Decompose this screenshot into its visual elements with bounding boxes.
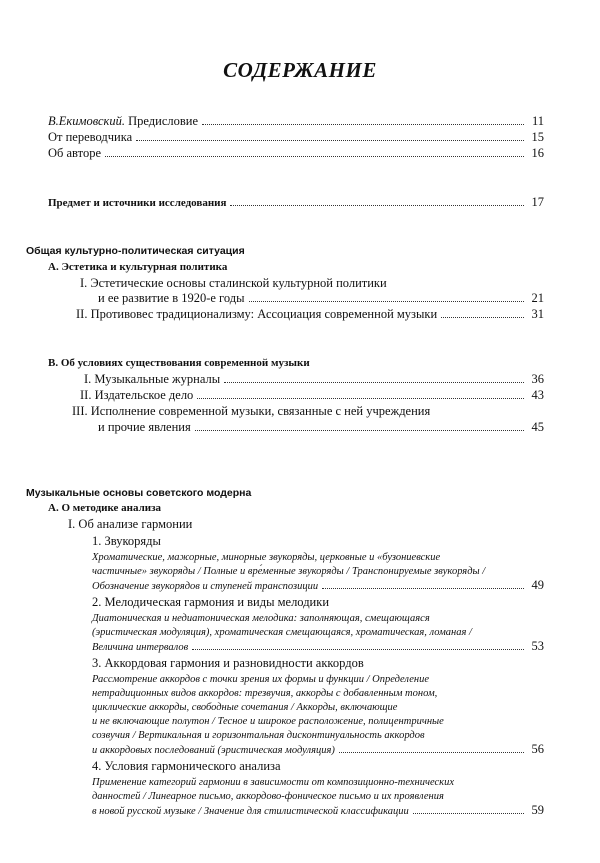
entry-description: (эристическая модуляция), хроматическая смещающаяся, хроматическая, ломаная / (92, 627, 472, 638)
part-heading: Общая культурно-политическая ситуация (26, 245, 245, 257)
page-number: 31 (531, 307, 544, 321)
toc-entry-publishing[interactable] (80, 388, 544, 403)
page-number: 16 (531, 146, 544, 160)
toc-entry-label[interactable]: 2. Мелодическая гармония и виды мелодики (92, 595, 330, 609)
entry-description: Рассмотрение аккордов с точки зрения их формы и функции / Определение (92, 674, 430, 685)
entry-description: Применение категорий гармонии в зависимости от композиционно-технических (92, 777, 454, 788)
entry-description: циклические аккорды, свободные сочетания / Аккорды, включающие (92, 702, 398, 713)
page-number: 49 (531, 578, 544, 592)
toc-entry-author[interactable] (48, 146, 544, 161)
entry-description: Обозначение звукорядов и ступеней транспозиции (92, 581, 319, 592)
leader-dots (322, 588, 524, 589)
toc-entry-melodic[interactable] (92, 639, 544, 655)
toc-entry-translator[interactable] (48, 130, 544, 145)
entry-description: Величина интервалов (92, 642, 189, 653)
toc-entry-label[interactable]: 1. Звукоряды (92, 534, 161, 548)
leader-dots (105, 156, 524, 157)
toc-entry-label: Предмет и источники исследования (48, 197, 227, 209)
subsection-heading: I. Об анализе гармонии (68, 517, 193, 531)
preface-label: Предисловие (128, 114, 199, 128)
toc-entry-performance[interactable] (98, 420, 544, 435)
toc-entry-chords[interactable] (92, 742, 544, 758)
leader-dots (195, 430, 524, 431)
toc-entry-label: II. Издательское дело (80, 388, 194, 402)
toc-entry-subject[interactable] (48, 195, 544, 211)
leader-dots (339, 752, 524, 753)
leader-dots (413, 813, 524, 814)
toc-entry-label: I. Эстетические основы сталинской культурной политики (80, 276, 387, 290)
page-number: 36 (531, 372, 544, 386)
leader-dots (136, 140, 524, 141)
page-number: 43 (531, 388, 544, 402)
toc-entry-label: Об авторе (48, 146, 101, 160)
toc-entry-label[interactable]: 3. Аккордовая гармония и разновидности аккордов (92, 656, 364, 670)
page-number: 15 (531, 130, 544, 144)
entry-description: Диатоническая и недиатоническая мелодика: заполняющая, смещающаяся (92, 613, 430, 624)
page-number: 11 (531, 114, 544, 128)
toc-entry-journals[interactable] (84, 372, 544, 387)
leader-dots (192, 649, 524, 650)
entry-description: созвучия / Вертикальная и горизонтальная дисконтинуальность аккордов (92, 730, 425, 741)
preface-author: В.Екимовский. (48, 114, 126, 128)
leader-dots (202, 124, 524, 125)
toc-entry-label: II. Противовес традиционализму: Ассоциация современной музыки (76, 307, 438, 321)
entry-description: частичные» звукоряды / Полные и вре́менные звукоряды / Транспонируемые звукоряды / (92, 566, 486, 577)
toc-entry-label: III. Исполнение современной музыки, связанные с ней учреждения (72, 404, 431, 418)
entry-description: нетрадиционных видов аккордов: трезвучия, аккорды с добавленным тоном, (92, 688, 438, 699)
section-heading: А. Эстетика и культурная политика (48, 261, 228, 273)
toc-entry-label: и ее развитие в 1920-е годы (98, 291, 245, 305)
leader-dots (230, 205, 524, 206)
page-title: СОДЕРЖАНИЕ (223, 58, 377, 82)
entry-description: Хроматические, мажорные, минорные звукоряды, церковные и «бузониевские (92, 552, 441, 563)
section-heading: А. О методике анализа (48, 502, 162, 514)
toc-entry-label: От переводчика (48, 130, 133, 144)
leader-dots (197, 398, 524, 399)
section-heading: В. Об условиях существования современной музыки (48, 357, 310, 369)
leader-dots (441, 317, 524, 318)
page-number: 21 (531, 291, 544, 305)
toc-entry-conditions[interactable] (92, 803, 544, 819)
page-number: 17 (531, 195, 544, 209)
entry-description: и не включающие полутон / Тесное и широкое расположение, полицентричные (92, 716, 444, 727)
leader-dots (249, 301, 524, 302)
toc-entry-asm[interactable] (76, 307, 544, 322)
part-heading: Музыкальные основы советского модерна (26, 487, 252, 499)
page-number: 53 (531, 639, 544, 653)
toc-entry-aesthetics[interactable] (98, 291, 544, 306)
toc-entry-label[interactable]: 4. Условия гармонического анализа (92, 759, 281, 773)
entry-description: в новой русской музыке / Значение для стилистической классификации (92, 806, 409, 817)
entry-description: и аккордовых последований (эристическая модуляция) (92, 745, 335, 756)
toc-entry-label: и прочие явления (98, 420, 191, 434)
page-number: 45 (531, 420, 544, 434)
entry-description: данностей / Линеарное письмо, аккордово-фоническое письмо и их проявления (92, 791, 444, 802)
page-number: 59 (531, 803, 544, 817)
toc-entry-label: I. Музыкальные журналы (84, 372, 221, 386)
toc-entry-scales[interactable] (92, 578, 544, 594)
leader-dots (224, 382, 524, 383)
toc-entry-preface[interactable] (48, 114, 544, 129)
page-number: 56 (531, 742, 544, 756)
